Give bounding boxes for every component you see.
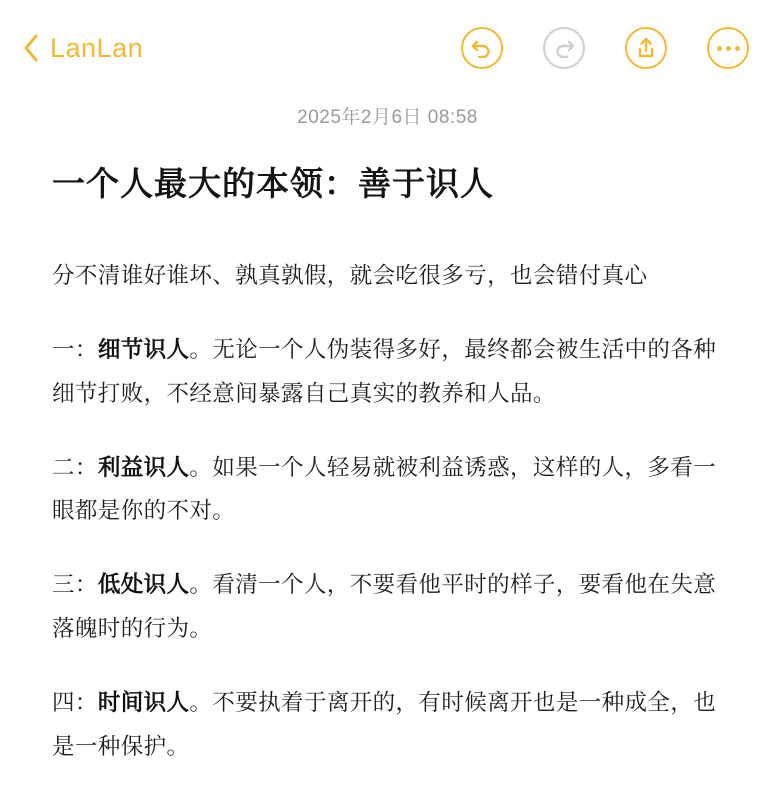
paragraph-bold: 利益识人 [97,454,190,480]
paragraph-lead: 一： [52,336,98,362]
chevron-left-icon[interactable] [18,31,44,65]
navigation-bar [0,0,775,96]
note-content [0,102,775,769]
paragraph-bold: 时间识人 [97,690,190,716]
note-paragraph [52,328,723,416]
redo-button[interactable] [543,27,585,69]
paragraph-text: 。看清一个人，不要看他平时的样子，要看他在失意落魄时的行为。 [52,572,717,642]
paragraph-text: 。不要执着于离开的，有时候离开也是一种成全，也是一种保护。 [52,690,717,759]
paragraph-lead: 三： [52,572,98,598]
page-title: 一个人最大的本领：善于识人 [52,165,494,202]
note-paragraph [52,254,723,298]
more-dots-icon [717,46,740,51]
paragraph-text: 。如果一个人轻易就被利益诱惑，这样的人，多看一眼都是你的不对。 [52,454,717,524]
nav-actions [461,27,749,69]
note-paragraph [52,446,723,534]
more-button[interactable] [707,27,749,69]
paragraph-lead: 四： [52,690,98,716]
nav-back-group[interactable] [18,31,143,65]
note-paragraph [52,563,723,651]
undo-button[interactable] [461,27,503,69]
paragraph-bold: 低处识人 [97,572,190,598]
redo-arrow-icon [552,38,576,58]
paragraph-lead: 二： [52,454,98,480]
paragraph-bold: 细节识人 [97,336,190,362]
share-button[interactable] [625,27,667,69]
note-timestamp: 2025年2月6日 08:58 [297,107,478,128]
nav-title[interactable]: LanLan [50,32,144,63]
paragraph-text: 。无论一个人伪装得多好，最终都会被生活中的各种细节打败，不经意间暴露自己真实的教养和人品。 [52,336,717,406]
share-up-arrow-icon [635,36,657,60]
note-paragraph [52,681,723,769]
paragraph-text: 分不清谁好谁坏、孰真孰假，就会吃很多亏，也会错付真心 [52,262,648,288]
undo-arrow-icon [470,38,494,58]
